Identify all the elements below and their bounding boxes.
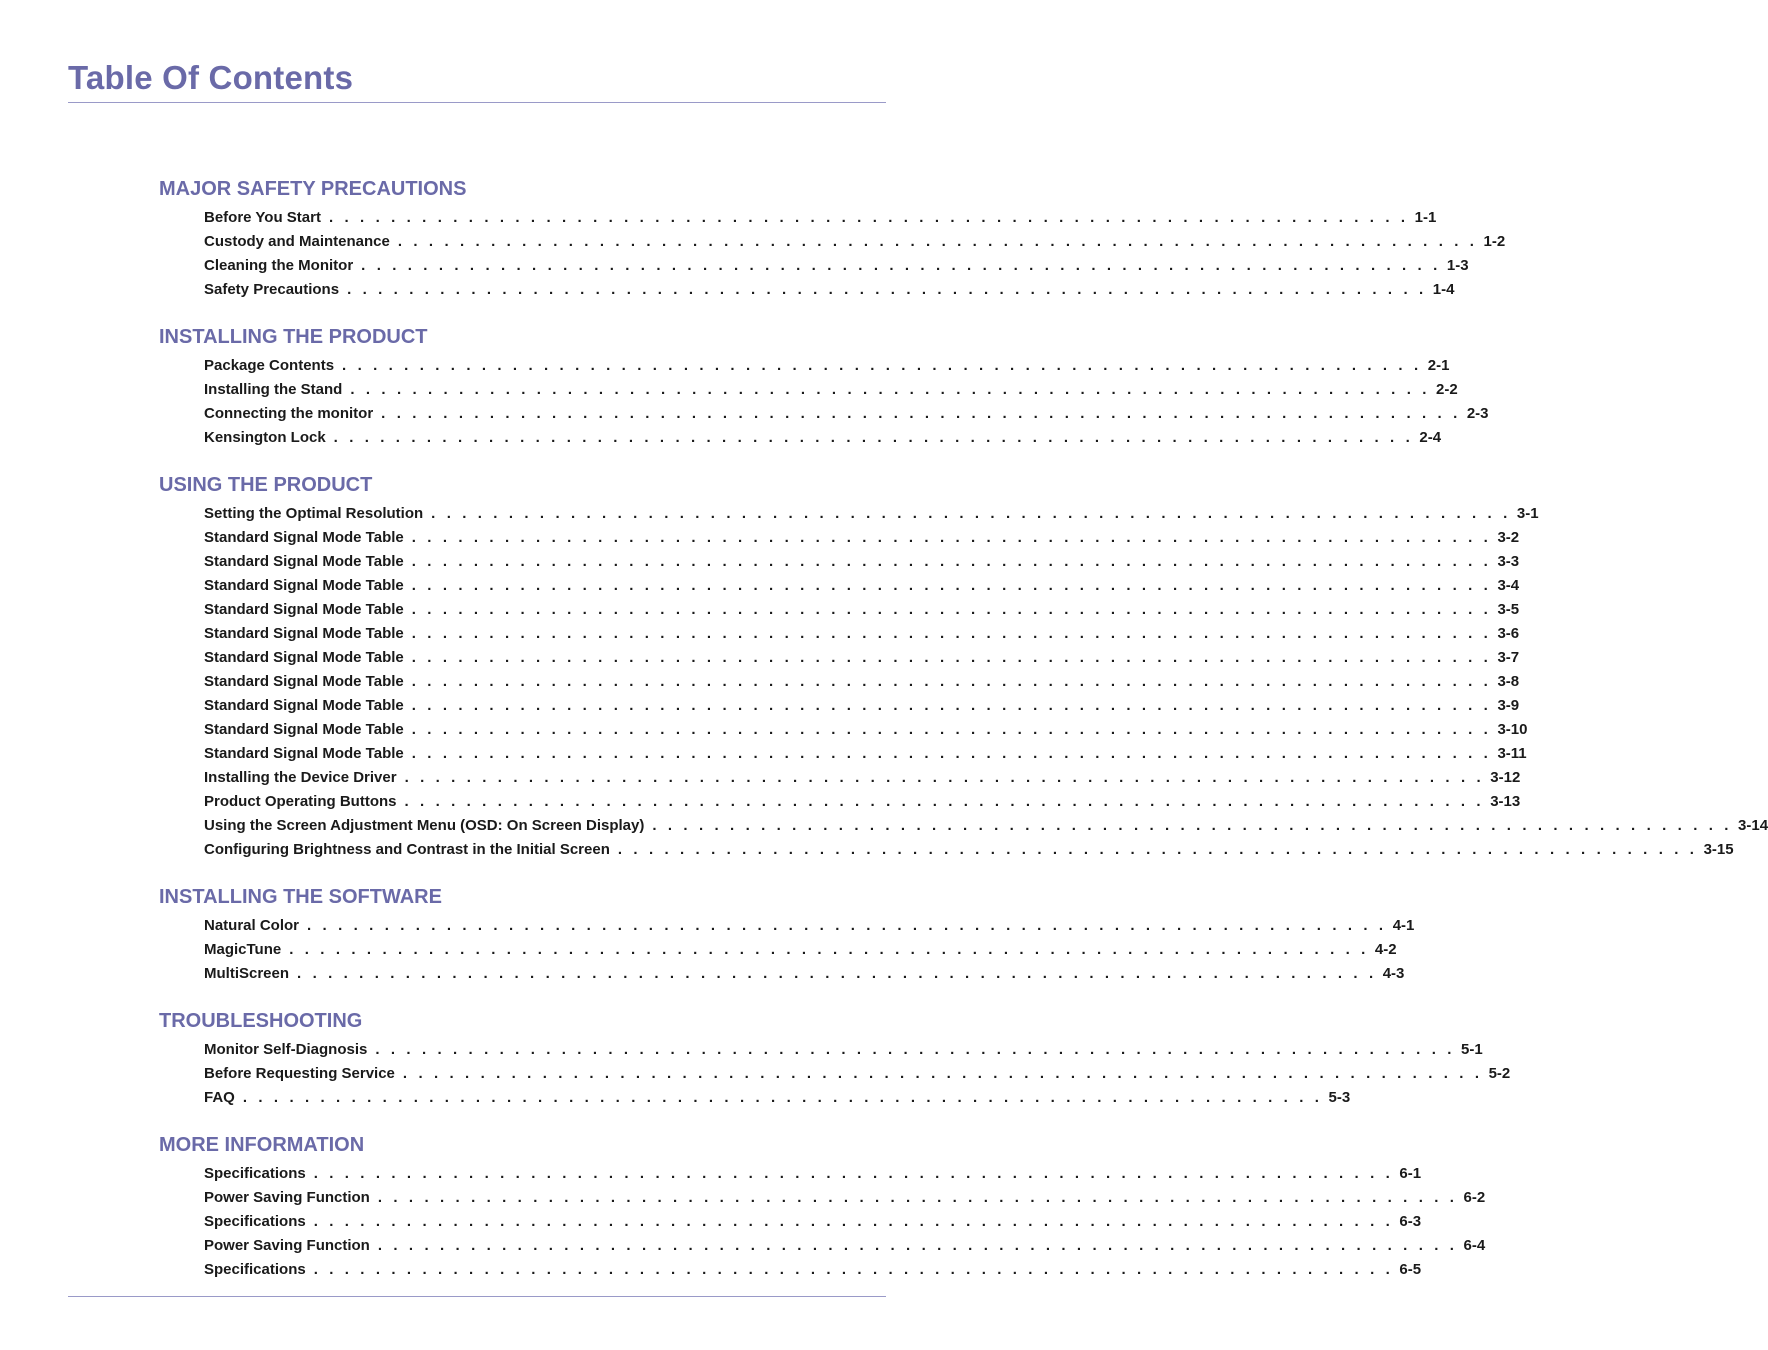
toc-entry-list [159,206,1506,302]
toc-entry-page-number[interactable]: 3-2 [1497,529,1520,546]
dot-leader: . . . . . . . . . . . . . . . . . . . . . . . . . . . . . . . . . . . . . . . . . . . . . . . . . . . . . . . . . . . . . . . . . . . . . . [328,209,1409,226]
dot-leader: . . . . . . . . . . . . . . . . . . . . . . . . . . . . . . . . . . . . . . . . . . . . . . . . . . . . . . . . . . . . . . . . . . . . . . [381,405,1461,422]
toc-entry-page-number[interactable]: 1-3 [1446,257,1469,274]
toc-entry[interactable] [204,962,1405,986]
toc-entry[interactable] [204,426,1442,450]
toc-entry[interactable] [204,1210,1422,1234]
toc-entry-list [159,1038,1511,1110]
dot-leader: . . . . . . . . . . . . . . . . . . . . . . . . . . . . . . . . . . . . . . . . . . . . . . . . . . . . . . . . . . . . . . . . . . . . . . [411,577,1492,594]
toc-entry-label[interactable]: Standard Signal Mode Table [204,649,404,666]
toc-entry[interactable] [204,378,1458,402]
toc-entry-label[interactable]: Standard Signal Mode Table [204,553,404,570]
toc-entry[interactable] [204,622,1520,646]
toc-entry-label[interactable]: Kensington Lock [204,429,326,446]
toc-section [159,1132,1486,1282]
toc-entry-label[interactable]: Configuring Brightness and Contrast in the Initial Screen [204,841,610,858]
toc-entry-label[interactable]: Power Saving Function [204,1189,370,1206]
toc-entry[interactable] [204,814,1768,838]
toc-entry[interactable] [204,254,1469,278]
toc-entry[interactable] [204,914,1415,938]
toc-entry-page-number[interactable]: 4-1 [1392,917,1415,934]
toc-entry[interactable] [204,1186,1486,1210]
dot-leader: . . . . . . . . . . . . . . . . . . . . . . . . . . . . . . . . . . . . . . . . . . . . . . . . . . . . . . . . . . . . . . . . . . . . . . [411,601,1492,618]
toc-entry[interactable] [204,646,1520,670]
toc-entry[interactable] [204,598,1520,622]
section-heading[interactable]: MAJOR SAFETY PRECAUTIONS [159,178,467,200]
toc-entry-page-number[interactable]: 3-11 [1497,745,1527,762]
toc-entry-label[interactable]: Standard Signal Mode Table [204,745,404,762]
toc-entry-label[interactable]: Product Operating Buttons [204,793,397,810]
toc-entry-page-number[interactable]: 5-2 [1488,1065,1511,1082]
toc-entry[interactable] [204,938,1397,962]
toc-entry-page-number[interactable]: 3-10 [1497,721,1528,738]
toc-entry-list [159,354,1489,450]
toc-section [159,324,1489,450]
toc-entry-page-number[interactable]: 3-9 [1497,697,1520,714]
toc-entry-page-number[interactable]: 6-3 [1399,1213,1422,1230]
toc-entry[interactable] [204,670,1520,694]
toc-entry-page-number[interactable]: 3-14 [1738,817,1768,834]
dot-leader: . . . . . . . . . . . . . . . . . . . . . . . . . . . . . . . . . . . . . . . . . . . . . . . . . . . . . . . . . . . . . . . . . . . . . . [313,1165,1394,1182]
toc-entry-label[interactable]: Natural Color [204,917,300,934]
toc-entry-label[interactable]: Installing the Stand [204,381,343,398]
toc-entry-page-number[interactable]: 3-8 [1497,673,1520,690]
section-heading[interactable]: INSTALLING THE SOFTWARE [159,886,442,908]
toc-entry-page-number[interactable]: 6-2 [1463,1189,1486,1206]
toc-entry-label[interactable]: Installing the Device Driver [204,769,397,786]
section-heading[interactable]: USING THE PRODUCT [159,474,373,496]
toc-entry[interactable] [204,402,1489,426]
toc-entry-label[interactable]: Connecting the monitor [204,405,374,422]
dot-leader: . . . . . . . . . . . . . . . . . . . . . . . . . . . . . . . . . . . . . . . . . . . . . . . . . . . . . . . . . . . . . . . . . . . . . . [347,281,1427,298]
toc-entry-page-number[interactable]: 3-1 [1516,505,1539,522]
toc-entry-label[interactable]: Standard Signal Mode Table [204,601,404,618]
dot-leader: . . . . . . . . . . . . . . . . . . . . . . . . . . . . . . . . . . . . . . . . . . . . . . . . . . . . . . . . . . . . . . . . . . . . . . [411,745,1492,762]
dot-leader: . . . . . . . . . . . . . . . . . . . . . . . . . . . . . . . . . . . . . . . . . . . . . . . . . . . . . . . . . . . . . . . . . . . . . . [397,233,1478,250]
toc-entry-list [159,502,1768,862]
dot-leader: . . . . . . . . . . . . . . . . . . . . . . . . . . . . . . . . . . . . . . . . . . . . . . . . . . . . . . . . . . . . . . . . . . . . . . [289,941,1369,958]
section-heading[interactable]: INSTALLING THE PRODUCT [159,326,428,348]
toc-entry-page-number[interactable]: 3-4 [1497,577,1520,594]
toc-entry-page-number[interactable]: 3-3 [1497,553,1520,570]
toc-section [159,884,1415,986]
toc-entry-list [159,914,1415,986]
toc-entry-label[interactable]: Power Saving Function [204,1237,370,1254]
toc-entry[interactable] [204,230,1506,254]
dot-leader: . . . . . . . . . . . . . . . . . . . . . . . . . . . . . . . . . . . . . . . . . . . . . . . . . . . . . . . . . . . . . . . . . . . . . . [411,673,1492,690]
dot-leader: . . . . . . . . . . . . . . . . . . . . . . . . . . . . . . . . . . . . . . . . . . . . . . . . . . . . . . . . . . . . . . . . . . . . . . [652,817,1733,834]
toc-entry-label[interactable]: Specifications [204,1165,306,1182]
toc-entry[interactable] [204,1258,1422,1282]
toc-entry-label[interactable]: Specifications [204,1261,306,1278]
toc-entry[interactable] [204,838,1734,862]
dot-leader: . . . . . . . . . . . . . . . . . . . . . . . . . . . . . . . . . . . . . . . . . . . . . . . . . . . . . . . . . . . . . . . . . . . . . . [313,1213,1394,1230]
toc-entry-page-number[interactable]: 6-1 [1399,1165,1422,1182]
toc-entry-label[interactable]: Safety Precautions [204,281,340,298]
toc-entry-page-number[interactable]: 4-3 [1382,965,1405,982]
dot-leader: . . . . . . . . . . . . . . . . . . . . . . . . . . . . . . . . . . . . . . . . . . . . . . . . . . . . . . . . . . . . . . . . . . . . . . [333,429,1414,446]
section-heading[interactable]: TROUBLESHOOTING [159,1010,363,1032]
toc-entry[interactable] [204,1234,1486,1258]
toc-entry-page-number[interactable]: 1-4 [1432,281,1455,298]
toc-entry-list [159,1162,1486,1282]
dot-leader: . . . . . . . . . . . . . . . . . . . . . . . . . . . . . . . . . . . . . . . . . . . . . . . . . . . . . . . . . . . . . . . . . . . . . . [411,529,1492,546]
dot-leader: . . . . . . . . . . . . . . . . . . . . . . . . . . . . . . . . . . . . . . . . . . . . . . . . . . . . . . . . . . . . . . . . . . . . . . [242,1089,1323,1106]
toc-entry[interactable] [204,766,1521,790]
toc-entry-page-number[interactable]: 5-3 [1328,1089,1351,1106]
toc-entry-label[interactable]: Standard Signal Mode Table [204,673,404,690]
toc-entry-page-number[interactable]: 3-6 [1497,625,1520,642]
toc-entry-page-number[interactable]: 2-4 [1419,429,1442,446]
toc-entry[interactable] [204,574,1520,598]
toc-entry-label[interactable]: Cleaning the Monitor [204,257,354,274]
dot-leader: . . . . . . . . . . . . . . . . . . . . . . . . . . . . . . . . . . . . . . . . . . . . . . . . . . . . . . . . . . . . . . . . . . . . . . [411,721,1492,738]
dot-leader: . . . . . . . . . . . . . . . . . . . . . . . . . . . . . . . . . . . . . . . . . . . . . . . . . . . . . . . . . . . . . . . . . . . . . . [307,917,1387,934]
toc-entry[interactable] [204,526,1520,550]
toc-section [159,1008,1511,1110]
toc-entry-label[interactable]: Specifications [204,1213,306,1230]
dot-leader: . . . . . . . . . . . . . . . . . . . . . . . . . . . . . . . . . . . . . . . . . . . . . . . . . . . . . . . . . . . . . . . . . . . . . . [404,769,1485,786]
toc-entry[interactable] [204,1038,1483,1062]
dot-leader: . . . . . . . . . . . . . . . . . . . . . . . . . . . . . . . . . . . . . . . . . . . . . . . . . . . . . . . . . . . . . . . . . . . . . . [313,1261,1394,1278]
toc-entry[interactable] [204,1162,1422,1186]
dot-leader: . . . . . . . . . . . . . . . . . . . . . . . . . . . . . . . . . . . . . . . . . . . . . . . . . . . . . . . . . . . . . . . . . . . . . . [350,381,1431,398]
toc-entry-page-number[interactable]: 3-13 [1490,793,1521,810]
dot-leader: . . . . . . . . . . . . . . . . . . . . . . . . . . . . . . . . . . . . . . . . . . . . . . . . . . . . . . . . . . . . . . . . . . . . . . [377,1189,1458,1206]
toc-entry-label[interactable]: Standard Signal Mode Table [204,529,404,546]
dot-leader: . . . . . . . . . . . . . . . . . . . . . . . . . . . . . . . . . . . . . . . . . . . . . . . . . . . . . . . . . . . . . . . . . . . . . . [411,625,1492,642]
section-heading[interactable]: MORE INFORMATION [159,1134,365,1156]
dot-leader: . . . . . . . . . . . . . . . . . . . . . . . . . . . . . . . . . . . . . . . . . . . . . . . . . . . . . . . . . . . . . . . . . . . . . . [377,1237,1458,1254]
toc-entry[interactable] [204,206,1437,230]
toc-entry[interactable] [204,790,1521,814]
dot-leader: . . . . . . . . . . . . . . . . . . . . . . . . . . . . . . . . . . . . . . . . . . . . . . . . . . . . . . . . . . . . . . . . . . . . . . [411,697,1492,714]
footer-divider [68,1296,886,1297]
toc-entry-page-number[interactable]: 6-4 [1463,1237,1486,1254]
dot-leader: . . . . . . . . . . . . . . . . . . . . . . . . . . . . . . . . . . . . . . . . . . . . . . . . . . . . . . . . . . . . . . . . . . . . . . [431,505,1511,522]
toc-entry-page-number[interactable]: 1-2 [1483,233,1506,250]
toc-entry[interactable] [204,1062,1511,1086]
toc-entry[interactable] [204,354,1450,378]
toc-entry-page-number[interactable]: 2-3 [1466,405,1489,422]
toc-entry-page-number[interactable]: 6-5 [1399,1261,1422,1278]
dot-leader: . . . . . . . . . . . . . . . . . . . . . . . . . . . . . . . . . . . . . . . . . . . . . . . . . . . . . . . . . . . . . . . . . . . . . . [411,553,1492,570]
toc-entry-label[interactable]: Using the Screen Adjustment Menu (OSD: On Screen Display) [204,817,645,834]
toc-section [159,472,1768,862]
toc-entry-page-number[interactable]: 1-1 [1414,209,1437,226]
toc-entry-label[interactable]: Setting the Optimal Resolution [204,505,424,522]
toc-entry-label[interactable]: Before You Start [204,209,321,226]
toc-entry-label[interactable]: Custody and Maintenance [204,233,390,250]
toc-entry[interactable] [204,718,1528,742]
dot-leader: . . . . . . . . . . . . . . . . . . . . . . . . . . . . . . . . . . . . . . . . . . . . . . . . . . . . . . . . . . . . . . . . . . . . . . [411,649,1492,666]
toc-entry[interactable] [204,694,1520,718]
toc-section [159,176,1506,302]
toc-entry-label[interactable]: FAQ [204,1089,235,1106]
toc-entry-label[interactable]: Standard Signal Mode Table [204,721,404,738]
toc-entry-page-number[interactable]: 4-2 [1374,941,1397,958]
dot-leader: . . . . . . . . . . . . . . . . . . . . . . . . . . . . . . . . . . . . . . . . . . . . . . . . . . . . . . . . . . . . . . . . . . . . . . [617,841,1698,858]
toc-entry-page-number[interactable]: 5-1 [1461,1041,1483,1058]
toc-entry[interactable] [204,742,1527,766]
dot-leader: . . . . . . . . . . . . . . . . . . . . . . . . . . . . . . . . . . . . . . . . . . . . . . . . . . . . . . . . . . . . . . . . . . . . . . [361,257,1441,274]
dot-leader: . . . . . . . . . . . . . . . . . . . . . . . . . . . . . . . . . . . . . . . . . . . . . . . . . . . . . . . . . . . . . . . . . . . . . . [375,1041,1456,1058]
toc-entry-label[interactable]: Standard Signal Mode Table [204,577,404,594]
title-divider [68,102,886,103]
dot-leader: . . . . . . . . . . . . . . . . . . . . . . . . . . . . . . . . . . . . . . . . . . . . . . . . . . . . . . . . . . . . . . . . . . . . . . [342,357,1422,374]
dot-leader: . . . . . . . . . . . . . . . . . . . . . . . . . . . . . . . . . . . . . . . . . . . . . . . . . . . . . . . . . . . . . . . . . . . . . . [404,793,1485,810]
toc-entry-label[interactable]: Standard Signal Mode Table [204,697,404,714]
toc-entry[interactable] [204,502,1539,526]
toc-entry-label[interactable]: Monitor Self-Diagnosis [204,1041,368,1058]
toc-entry-page-number[interactable]: 3-15 [1703,841,1734,858]
dot-leader: . . . . . . . . . . . . . . . . . . . . . . . . . . . . . . . . . . . . . . . . . . . . . . . . . . . . . . . . . . . . . . . . . . . . . . [297,965,1377,982]
toc-entry-page-number[interactable]: 3-5 [1497,601,1520,618]
toc-entry-label[interactable]: Before Requesting Service [204,1065,395,1082]
toc-entry-label[interactable]: Standard Signal Mode Table [204,625,404,642]
toc-entry-page-number[interactable]: 3-7 [1497,649,1520,666]
table-of-contents [159,176,1768,1304]
toc-entry-page-number[interactable]: 2-2 [1436,381,1458,398]
dot-leader: . . . . . . . . . . . . . . . . . . . . . . . . . . . . . . . . . . . . . . . . . . . . . . . . . . . . . . . . . . . . . . . . . . . . . . [402,1065,1483,1082]
toc-entry-page-number[interactable]: 3-12 [1490,769,1521,786]
page-title: Table Of Contents [68,59,354,96]
toc-entry-page-number[interactable]: 2-1 [1427,357,1450,374]
toc-entry-label[interactable]: Package Contents [204,357,335,374]
toc-entry[interactable] [204,278,1455,302]
toc-entry[interactable] [204,550,1520,574]
toc-entry-label[interactable]: MultiScreen [204,965,290,982]
toc-entry-label[interactable]: MagicTune [204,941,282,958]
toc-entry[interactable] [204,1086,1351,1110]
